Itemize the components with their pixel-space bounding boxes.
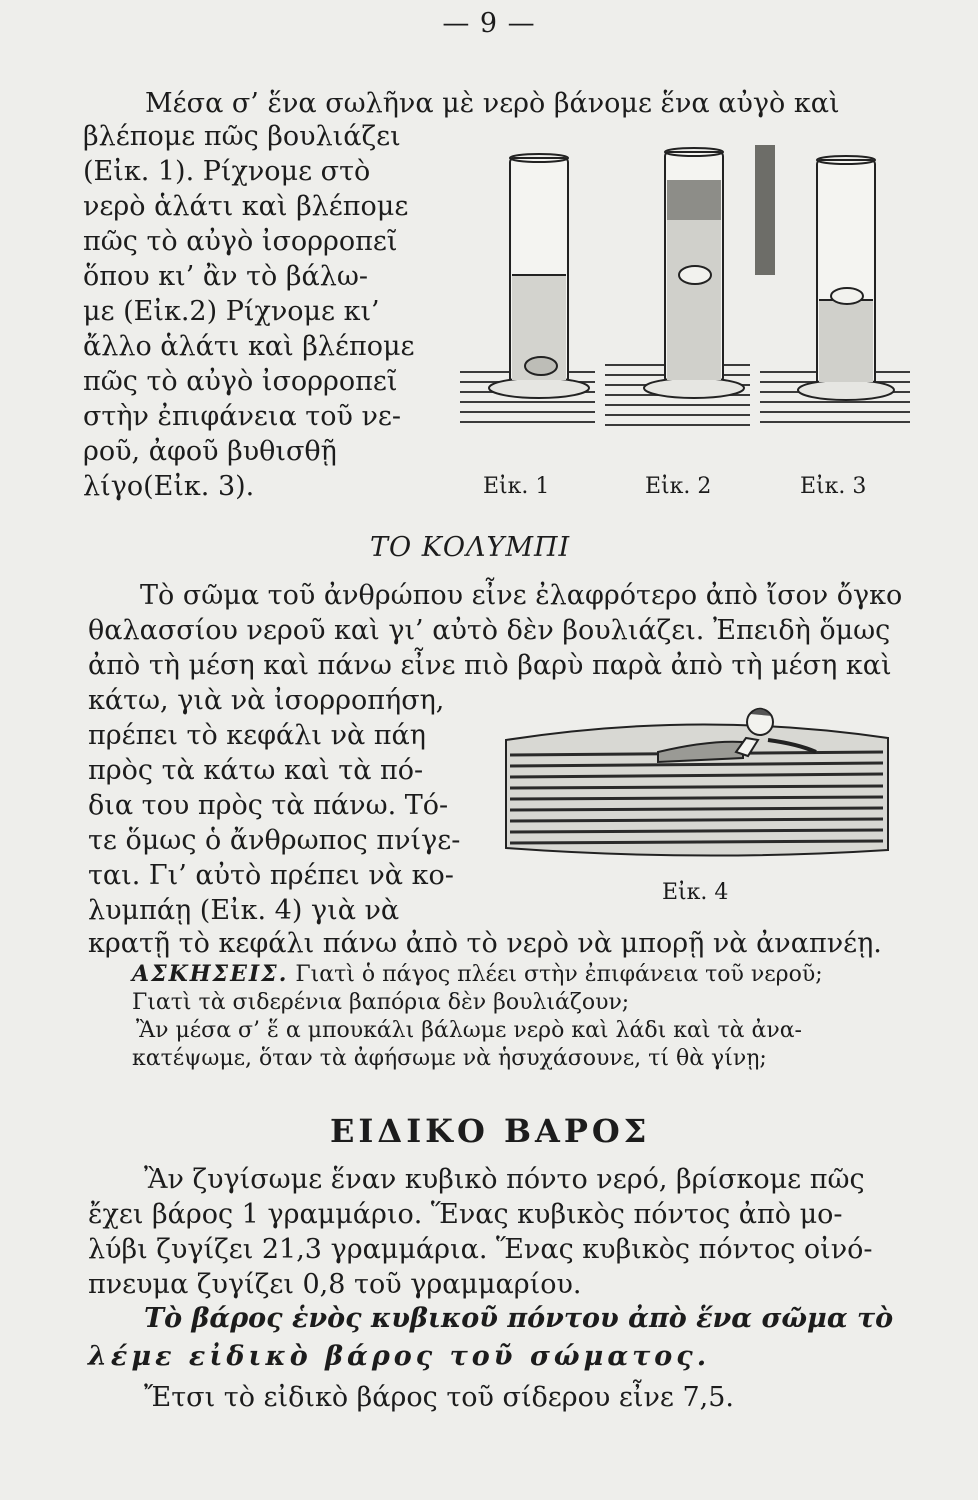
sw-line: πνευμα ζυγίζει 0,8 τοῦ γραμμαρίου. bbox=[88, 1269, 582, 1300]
intro-line: ὅπου κι’ ἂν τὸ βάλω- bbox=[83, 261, 368, 292]
swim-last-line: κρατῇ τὸ κεφάλι πάνω ἀπὸ τὸ νερὸ νὰ μπορῇ νὰ ἀναπνέῃ. bbox=[88, 928, 882, 959]
definition-block bbox=[88, 1300, 893, 1376]
figure-caption-1: Εἰκ. 1 bbox=[483, 474, 550, 499]
swim-line: Τὸ σῶμα τοῦ ἀνθρώπου εἶνε ἐλαφρότερο ἀπὸ ἴσον ὄγκο bbox=[140, 580, 903, 611]
swim-line: ἀπὸ τὴ μέση καὶ πάνω εἶνε πιὸ βαρὺ παρὰ ἀπὸ τὴ μέση καὶ bbox=[88, 650, 892, 681]
swim-line: θαλασσίου νεροῦ καὶ γι’ αὐτὸ δὲν βουλιάζει. Ἐπειδὴ ὅμως bbox=[88, 615, 891, 646]
intro-line: ἄλλο ἁλάτι καὶ βλέπομε bbox=[83, 331, 415, 362]
section-title-swimming: ΤΟ ΚΟΛΥΜΠΙ bbox=[370, 532, 571, 563]
intro-line: (Εἰκ. 1). Ρίχνομε στὸ bbox=[83, 156, 371, 187]
sw-line: λύβι ζυγίζει 21,3 γραμμάρια. Ἕνας κυβικὸς πόντος οἰνό- bbox=[88, 1234, 873, 1265]
sw-line: Ἂν ζυγίσωμε ἕναν κυβικὸ πόντο νερό, βρίσκομε πῶς bbox=[144, 1164, 865, 1195]
figure-caption-4: Εἰκ. 4 bbox=[662, 880, 729, 905]
definition-line: λέμε εἰδικὸ βάρος τοῦ σώματος. bbox=[88, 1341, 711, 1372]
intro-line-1: Μέσα σ’ ἕνα σωλῆνα μὲ νερὸ βάνομε ἕνα αὐγὸ καὶ bbox=[145, 88, 840, 119]
section-title-specific-weight: ΕΙΔΙΚΟ ΒΑΡΟΣ bbox=[330, 1112, 651, 1150]
swim-line: πρέπει τὸ κεφάλι νὰ πάη bbox=[88, 720, 426, 751]
swim-line: δια του πρὸς τὰ πάνω. Τό- bbox=[88, 790, 449, 821]
swim-paragraph-full bbox=[88, 578, 902, 683]
exercises-block bbox=[132, 960, 823, 1073]
intro-paragraph bbox=[83, 119, 415, 504]
exercises-label: ΑΣΚΗΣΕΙΣ. bbox=[132, 961, 289, 987]
final-line: Ἔτσι τὸ εἰδικὸ βάρος τοῦ σίδερου εἶνε 7,5. bbox=[144, 1382, 734, 1413]
intro-line: λίγο(Εἰκ. 3). bbox=[83, 471, 255, 502]
figure-caption-2: Εἰκ. 2 bbox=[645, 474, 712, 499]
swim-line: λυμπάῃ (Εἰκ. 4) γιὰ νὰ bbox=[88, 895, 400, 926]
exercise-question-continued: κατέψωμε, ὅταν τὰ ἀφήσωμε νὰ ἡσυχάσουνε, τί θὰ γίνῃ; bbox=[132, 1046, 767, 1071]
page-number: — 9 — bbox=[442, 8, 536, 39]
specific-weight-paragraph bbox=[88, 1162, 873, 1302]
intro-line: με (Εἰκ.2) Ρίχνομε κι’ bbox=[83, 296, 380, 327]
intro-line: ροῦ, ἀφοῦ βυθισθῇ bbox=[83, 436, 337, 467]
swim-line: τε ὅμως ὁ ἄνθρωπος πνίγε- bbox=[88, 825, 461, 856]
intro-line: στὴν ἐπιφάνεια τοῦ νε- bbox=[83, 401, 402, 432]
intro-line: πῶς τὸ αὐγὸ ἰσορροπεῖ bbox=[83, 366, 398, 397]
swim-paragraph-narrow bbox=[88, 683, 460, 928]
sw-line: ἔχει βάρος 1 γραμμάριο. Ἕνας κυβικὸς πόντος ἀπὸ μο- bbox=[88, 1199, 843, 1230]
definition-line: Τὸ βάρος ἑνὸς κυβικοῦ πόντου ἀπὸ ἕνα σῶμα τὸ bbox=[144, 1303, 894, 1334]
swimmer-illustration bbox=[498, 700, 898, 860]
exercise-question: Γιατὶ ὁ πάγος πλέει στὴν ἐπιφάνεια τοῦ νεροῦ; bbox=[295, 962, 823, 987]
swim-line: κάτω, γιὰ νὰ ἰσορροπήση, bbox=[88, 685, 445, 716]
intro-line: βλέπομε πῶς βουλιάζει bbox=[83, 121, 401, 152]
egg-cylinders-illustration bbox=[455, 140, 915, 445]
swim-line: πρὸς τὰ κάτω καὶ τὰ πό- bbox=[88, 755, 424, 786]
intro-line: νερὸ ἁλάτι καὶ βλέπομε bbox=[83, 191, 409, 222]
intro-line: πῶς τὸ αὐγὸ ἰσορροπεῖ bbox=[83, 226, 398, 257]
exercise-question: Γιατὶ τὰ σιδερένια βαπόρια δὲν βουλιάζουν; bbox=[132, 990, 630, 1015]
figure-caption-3: Εἰκ. 3 bbox=[800, 474, 867, 499]
swim-line: ται. Γι’ αὐτὸ πρέπει νὰ κο- bbox=[88, 860, 454, 891]
exercise-question: Ἂν μέσα σ’ ἕ α μπουκάλι βάλωμε νερὸ καὶ λάδι καὶ τὰ ἀνα- bbox=[136, 1018, 802, 1043]
